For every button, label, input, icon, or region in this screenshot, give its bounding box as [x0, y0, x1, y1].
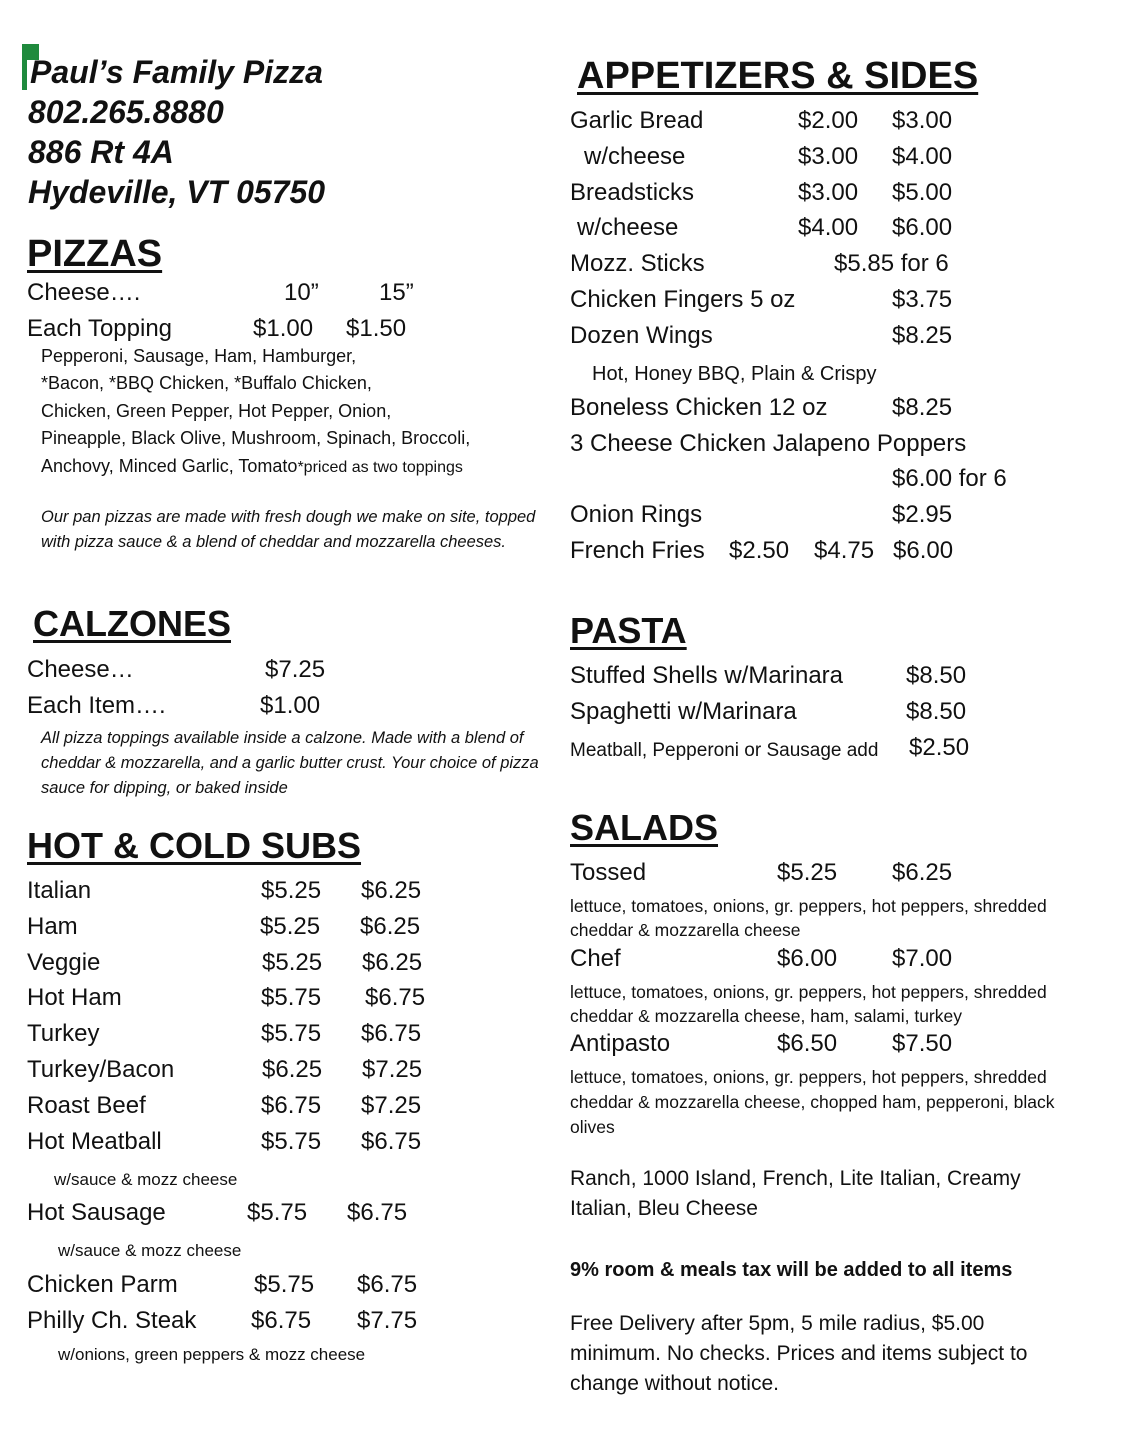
sub-price-large: $7.75: [357, 1307, 418, 1334]
salad-description: lettuce, tomatoes, onions, gr. peppers, hot peppers, shredded cheddar & mozzarella cheese, chopped ham, pepperoni, black olives: [570, 1067, 1055, 1137]
calzones-heading: CALZONES: [33, 603, 231, 644]
pasta-price: $8.50: [906, 662, 967, 689]
salad-price-small: $6.00: [777, 945, 838, 972]
sub-name: Turkey/Bacon: [27, 1056, 175, 1083]
appetizer-name: w/cheese: [584, 143, 686, 170]
appetizer-price-medium: $4.75: [814, 537, 875, 564]
sub-price-large: $6.75: [357, 1271, 418, 1298]
appetizer-price: $6.00 for 6: [892, 465, 1007, 492]
pasta-name: Spaghetti w/Marinara: [570, 698, 797, 725]
appetizer-name: 3 Cheese Chicken Jalapeno Poppers: [570, 430, 967, 457]
calzone-item-label: Cheese…: [27, 656, 134, 683]
sub-note: w/sauce & mozz cheese: [58, 1241, 242, 1260]
sub-price-small: $6.75: [251, 1307, 312, 1334]
sub-name: Roast Beef: [27, 1092, 146, 1119]
sub-price-small: $5.75: [261, 984, 322, 1011]
calzone-item-label: Each Item….: [27, 692, 166, 719]
salad-name: Chef: [570, 945, 621, 972]
salad-name: Antipasto: [570, 1030, 671, 1057]
appetizer-price: $2.95: [892, 501, 953, 528]
street-address: 886 Rt 4A: [28, 134, 174, 170]
pasta-addon-price: $2.50: [909, 734, 970, 761]
topping-line: Pepperoni, Sausage, Ham, Hamburger,: [41, 346, 357, 366]
appetizer-price-small: $3.00: [798, 179, 859, 206]
pasta-addon-label: Meatball, Pepperoni or Sausage add: [570, 740, 879, 761]
sub-price-large: $6.75: [361, 1128, 422, 1155]
appetizer-price-large: $6.00: [893, 537, 954, 564]
sub-price-small: $6.25: [262, 1056, 323, 1083]
pizza-description: Our pan pizzas are made with fresh dough we make on site, topped with pizza sauce & a blend of cheddar and mozzarella cheeses.: [41, 508, 536, 551]
appetizer-name: Breadsticks: [570, 179, 695, 206]
sub-name: Italian: [27, 877, 92, 904]
topping-price-large: $1.50: [346, 315, 407, 342]
calzone-description: All pizza toppings available inside a calzone. Made with a blend of cheddar & mozzarella, and a garlic butter crust. Your choice of pizza sauce for dipping, or baked inside: [41, 729, 539, 797]
sub-name: Veggie: [27, 949, 101, 976]
sub-price-small: $5.75: [261, 1128, 322, 1155]
city-address: Hydeville, VT 05750: [28, 174, 326, 210]
appetizer-name: w/cheese: [577, 214, 679, 241]
topping-line: *Bacon, *BBQ Chicken, *Buffalo Chicken,: [41, 373, 372, 393]
topping-line: [41, 455, 463, 479]
phone-number: 802.265.8880: [28, 94, 224, 130]
salad-description: lettuce, tomatoes, onions, gr. peppers, hot peppers, shredded cheddar & mozzarella cheese, ham, salami, turkey: [570, 982, 1047, 1026]
appetizer-price-small: $4.00: [798, 214, 859, 241]
pasta-name: Stuffed Shells w/Marinara: [570, 662, 844, 689]
flag-pole: [22, 44, 27, 90]
sub-note: w/sauce & mozz cheese: [54, 1170, 238, 1189]
priced-note: *priced as two toppings: [297, 459, 463, 476]
sub-note: w/onions, green peppers & mozz cheese: [58, 1345, 366, 1364]
appetizer-name: Mozz. Sticks: [570, 250, 705, 277]
appetizer-price: $8.25: [892, 394, 953, 421]
subs-heading: HOT & COLD SUBS: [27, 825, 362, 866]
salads-heading: SALADS: [570, 807, 719, 848]
salad-description: lettuce, tomatoes, onions, gr. peppers, hot peppers, shredded cheddar & mozzarella cheese: [570, 896, 1047, 940]
salad-price-large: $7.50: [892, 1030, 953, 1057]
sub-name: Turkey: [27, 1020, 100, 1047]
topping-line: Chicken, Green Pepper, Hot Pepper, Onion,: [41, 401, 392, 421]
topping-line: Pineapple, Black Olive, Mushroom, Spinach, Broccoli,: [41, 428, 471, 448]
sub-name: Ham: [27, 913, 78, 940]
pizza-size-small: 10”: [284, 279, 319, 306]
sub-price-small: $5.75: [247, 1199, 308, 1226]
appetizer-name: Boneless Chicken 12 oz: [570, 394, 828, 421]
sub-price-large: $6.25: [362, 949, 423, 976]
salad-price-small: $5.25: [777, 859, 838, 886]
salad-dressings: Ranch, 1000 Island, French, Lite Italian, Creamy Italian, Bleu Cheese: [570, 1167, 1021, 1220]
restaurant-name: Paul’s Family Pizza: [30, 54, 323, 90]
sub-name: Hot Ham: [27, 984, 122, 1011]
appetizer-name: Garlic Bread: [570, 107, 704, 134]
delivery-notice: Free Delivery after 5pm, 5 mile radius, $5.00 minimum. No checks. Prices and items subject to change without notice.: [570, 1312, 1028, 1395]
sub-price-large: $6.25: [361, 877, 422, 904]
appetizer-name: Onion Rings: [570, 501, 703, 528]
pasta-price: $8.50: [906, 698, 967, 725]
appetizer-name: Chicken Fingers 5 oz: [570, 286, 796, 313]
calzone-item-price: $1.00: [260, 692, 321, 719]
appetizers-heading: APPETIZERS & SIDES: [577, 55, 979, 97]
salad-price-large: $7.00: [892, 945, 953, 972]
sub-name: Philly Ch. Steak: [27, 1307, 197, 1334]
wing-flavors: Hot, Honey BBQ, Plain & Crispy: [592, 363, 877, 385]
salad-price-large: $6.25: [892, 859, 953, 886]
appetizer-price-small: $2.50: [729, 537, 790, 564]
appetizer-price: $3.75: [892, 286, 953, 313]
sub-price-small: $5.25: [261, 877, 322, 904]
sub-price-large: $6.25: [360, 913, 421, 940]
salad-name: Tossed: [570, 859, 647, 886]
pizza-size-label: Cheese….: [27, 279, 141, 306]
appetizer-name: Dozen Wings: [570, 322, 713, 349]
sub-price-large: $6.75: [347, 1199, 408, 1226]
appetizer-price-small: $2.00: [798, 107, 859, 134]
sub-name: Chicken Parm: [27, 1271, 178, 1298]
sub-price-small: $5.75: [261, 1020, 322, 1047]
sub-name: Hot Sausage: [27, 1199, 166, 1226]
topping-line-text: Anchovy, Minced Garlic, Tomato: [41, 456, 298, 476]
appetizer-price-large: $5.00: [892, 179, 953, 206]
sub-price-large: $6.75: [361, 1020, 422, 1047]
sub-price-large: $7.25: [361, 1092, 422, 1119]
tax-notice: 9% room & meals tax will be added to all items: [570, 1259, 1013, 1281]
topping-label: Each Topping: [27, 315, 173, 342]
appetizer-price: $8.25: [892, 322, 953, 349]
appetizer-price-large: $3.00: [892, 107, 953, 134]
calzone-item-price: $7.25: [265, 656, 326, 683]
appetizer-name: French Fries: [570, 537, 705, 564]
appetizer-price-large: $4.00: [892, 143, 953, 170]
pasta-heading: PASTA: [570, 610, 687, 651]
appetizer-price-large: $6.00: [892, 214, 953, 241]
appetizer-price: $5.85 for 6: [834, 250, 949, 277]
sub-price-large: $6.75: [365, 984, 426, 1011]
pizza-size-large: 15”: [379, 279, 414, 306]
appetizer-price-small: $3.00: [798, 143, 859, 170]
salad-price-small: $6.50: [777, 1030, 838, 1057]
sub-price-small: $5.25: [260, 913, 321, 940]
sub-price-small: $5.25: [262, 949, 323, 976]
sub-price-large: $7.25: [362, 1056, 423, 1083]
pizzas-heading: PIZZAS: [27, 233, 163, 275]
sub-name: Hot Meatball: [27, 1128, 162, 1155]
sub-price-small: $6.75: [261, 1092, 322, 1119]
topping-price-small: $1.00: [253, 315, 314, 342]
sub-price-small: $5.75: [254, 1271, 315, 1298]
